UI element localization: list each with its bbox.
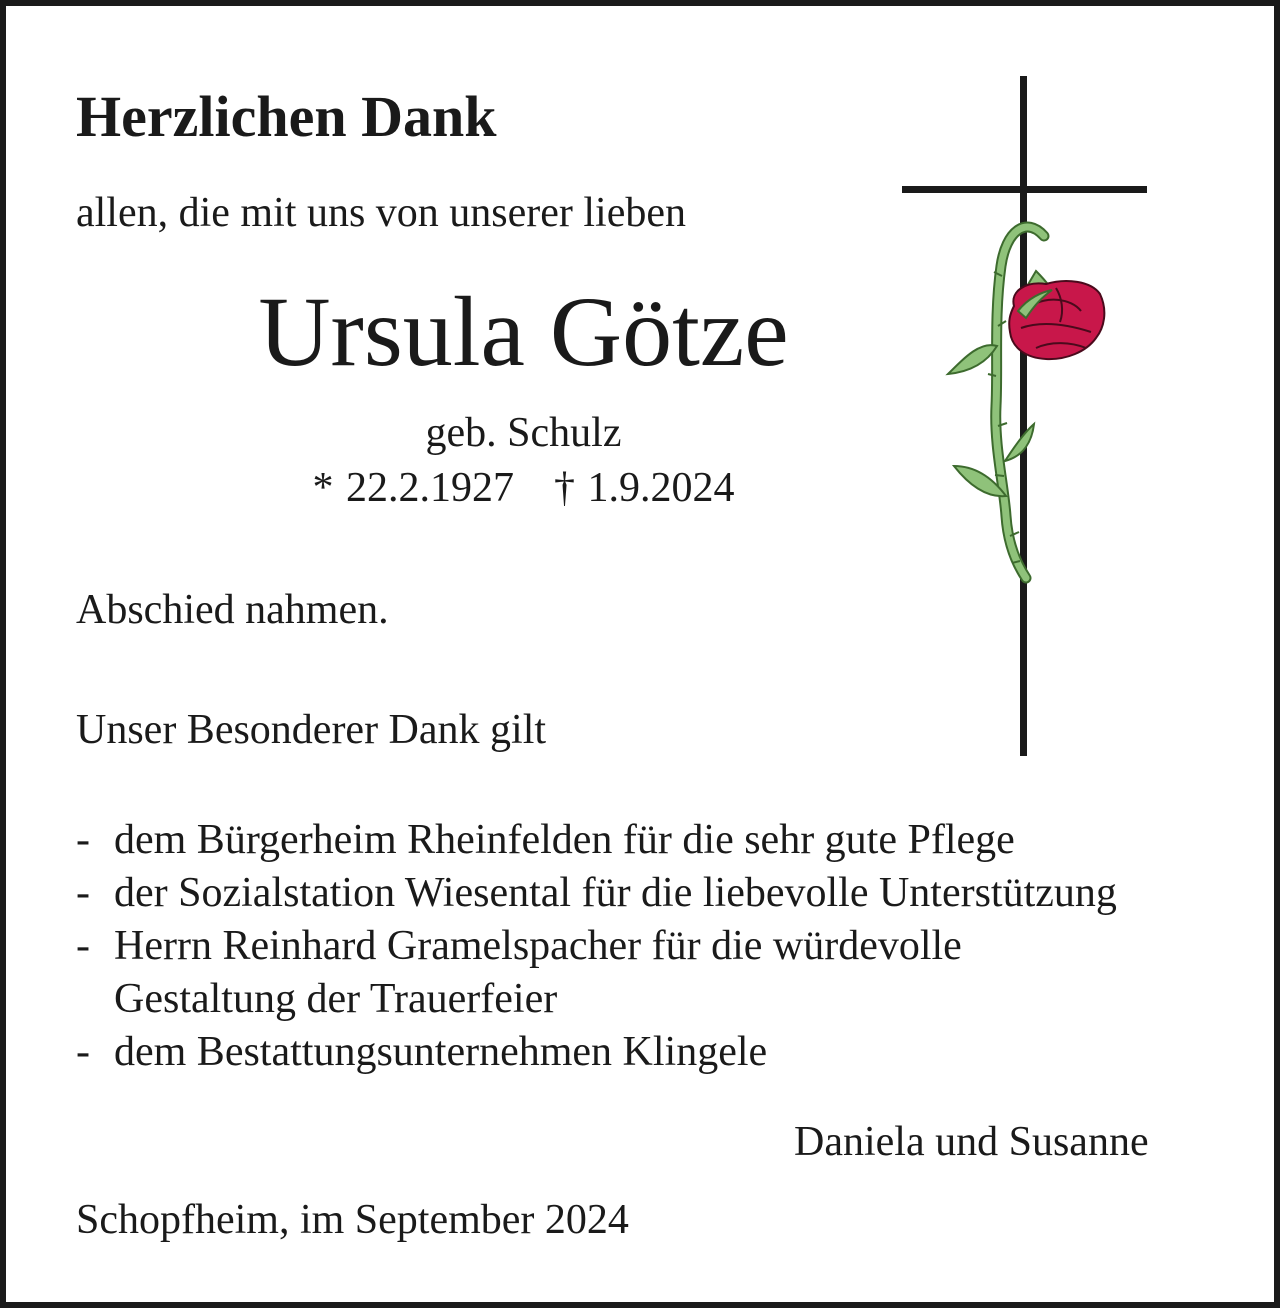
signers: Daniela und Susanne: [794, 1119, 1149, 1165]
cross-horizontal-beam: [902, 186, 1147, 193]
rose-leaf: [1005, 424, 1034, 461]
special-thanks-intro: Unser Besonderer Dank gilt: [76, 707, 547, 753]
list-marker: -: [76, 923, 90, 969]
rose-leaf: [948, 345, 997, 374]
list-item: [76, 1026, 1117, 1079]
rose-bloom: [1009, 281, 1104, 359]
list-marker: -: [76, 870, 90, 916]
list-marker: -: [76, 1029, 90, 1075]
list-item-text: dem Bürgerheim Rheinfelden für die sehr gute Pflege: [114, 817, 1015, 863]
intro-text: allen, die mit uns von unserer lieben: [76, 190, 687, 236]
list-item-continuation: Gestaltung der Trauerfeier: [114, 976, 558, 1022]
list-item-text: der Sozialstation Wiesental für die liebevolle Unterstützung: [114, 870, 1117, 916]
deceased-name: Ursula Götze: [258, 276, 789, 387]
place-date: Schopfheim, im September 2024: [76, 1197, 629, 1243]
maiden-name: geb. Schulz: [425, 410, 622, 456]
list-item: [76, 920, 1117, 1026]
death-date: † 1.9.2024: [554, 465, 735, 511]
farewell-text: Abschied nahmen.: [76, 587, 389, 633]
thanks-list: [76, 814, 1117, 1079]
list-marker: -: [76, 817, 90, 863]
heading: Herzlichen Dank: [76, 84, 497, 149]
list-item: [76, 867, 1117, 920]
cross-vertical-beam: [1020, 76, 1027, 756]
list-item: [76, 814, 1117, 867]
list-item-text: Herrn Reinhard Gramelspacher für die würdevolle: [114, 923, 962, 969]
list-item-text: dem Bestattungsunternehmen Klingele: [114, 1029, 768, 1075]
cross-with-rose-icon: [886, 66, 1166, 766]
birth-date: * 22.2.1927: [312, 465, 514, 511]
